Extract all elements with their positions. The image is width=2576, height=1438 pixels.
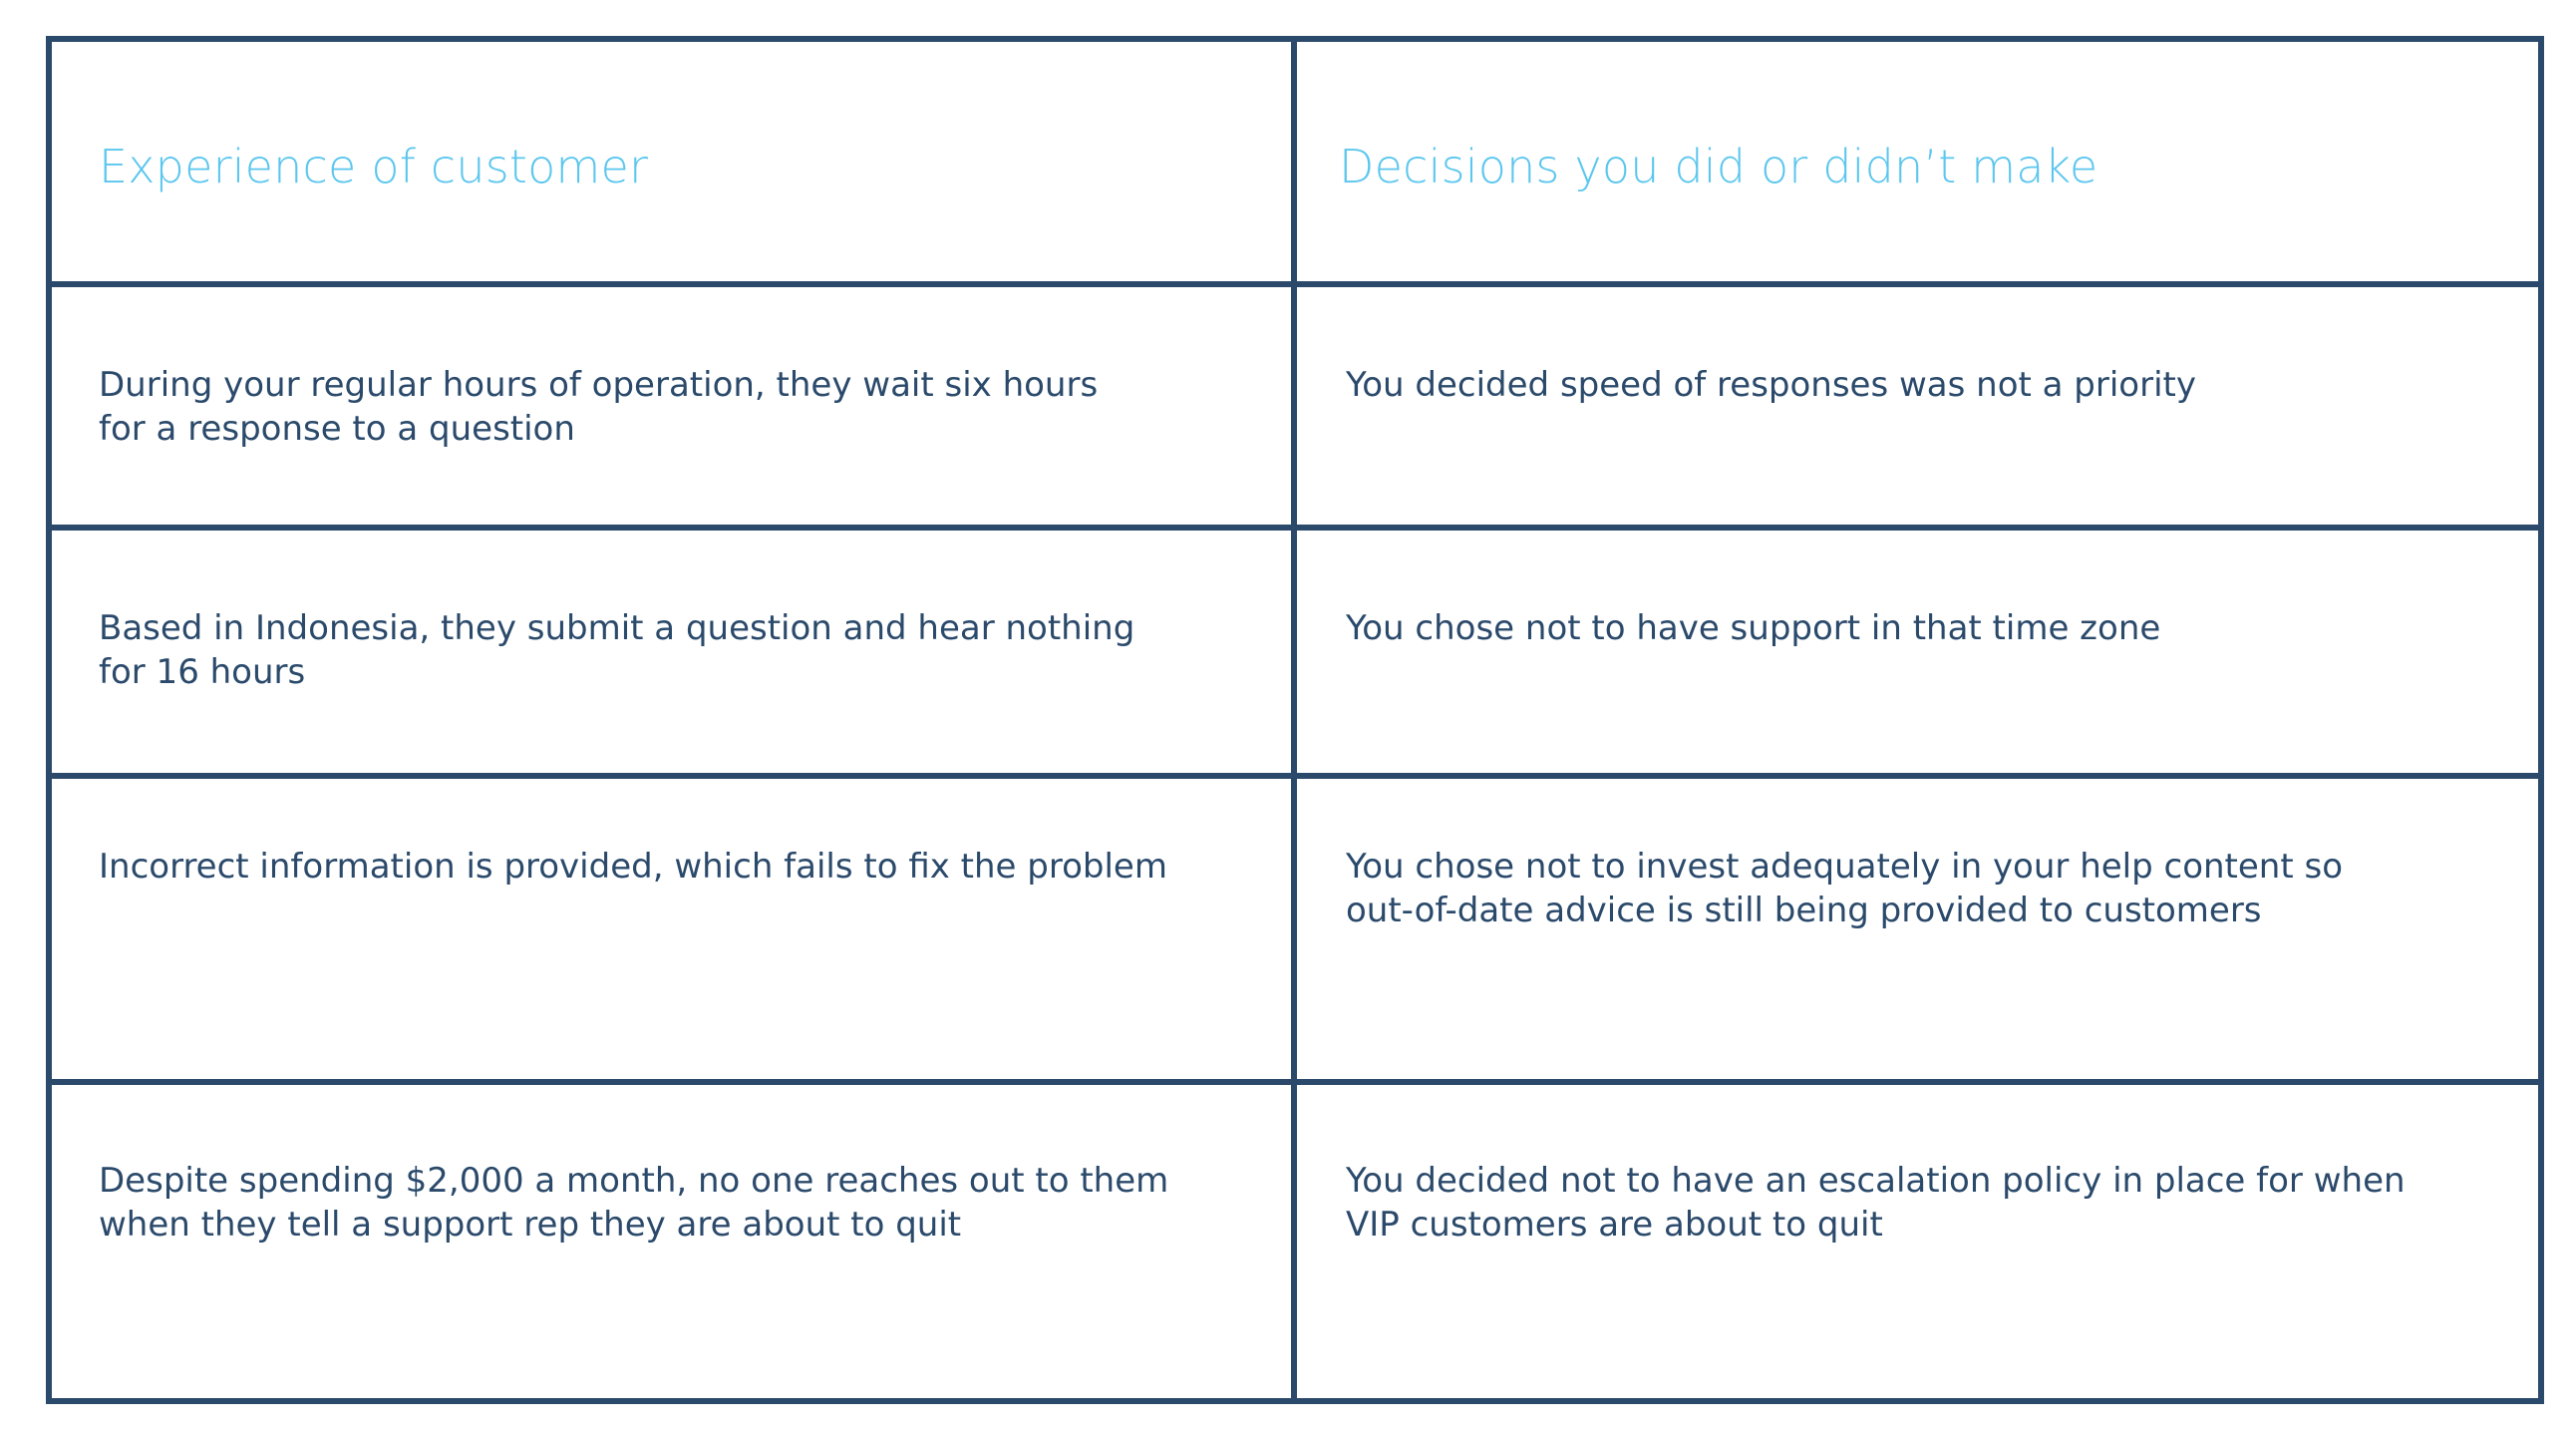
decision-text-2 [1346,606,2462,650]
experience-cell-3 [52,779,1297,1085]
experience-text-1 [99,363,1225,451]
decision-text-line: You chose not to have support in that time zone [1346,608,2161,648]
decision-text-line: You decided not to have an escalation policy in place for when [1346,1161,2406,1201]
decision-cell-1 [1297,287,2538,531]
experience-text-line: when they tell a support rep they are about to quit [99,1205,962,1245]
header-cell-decisions [1297,42,2538,287]
decision-text-line: You chose not to invest adequately in your help content so [1346,847,2343,887]
decision-text-3 [1346,845,2462,932]
decision-cell-2 [1297,531,2538,779]
decision-cell-3 [1297,779,2538,1085]
experience-text-line: for a response to a question [99,409,575,449]
experience-cell-4 [52,1085,1297,1398]
decision-text-4 [1346,1159,2462,1247]
header-cell-experience [52,42,1297,287]
decision-text-1 [1346,363,2462,407]
experience-text-2 [99,606,1225,694]
experience-text-line: During your regular hours of operation, they wait six hours [99,365,1099,405]
decision-text-line: out-of-date advice is still being provided to customers [1346,891,2262,930]
comparison-table [46,36,2544,1404]
header-decisions: Decisions you did or didn’t make [1339,140,2098,193]
experience-text-line: Despite spending $2,000 a month, no one reaches out to them [99,1161,1169,1201]
header-experience-of-customer: Experience of customer [99,140,649,193]
experience-text-line: Based in Indonesia, they submit a question and hear nothing [99,608,1135,648]
experience-text-line: Incorrect information is provided, which fails to fix the problem [99,847,1167,887]
decision-cell-4 [1297,1085,2538,1398]
experience-cell-1 [52,287,1297,531]
experience-text-3 [99,845,1225,889]
experience-cell-2 [52,531,1297,779]
experience-text-line: for 16 hours [99,652,306,692]
experience-text-4 [99,1159,1225,1247]
decision-text-line: VIP customers are about to quit [1346,1205,1883,1245]
decision-text-line: You decided speed of responses was not a priority [1346,365,2196,405]
